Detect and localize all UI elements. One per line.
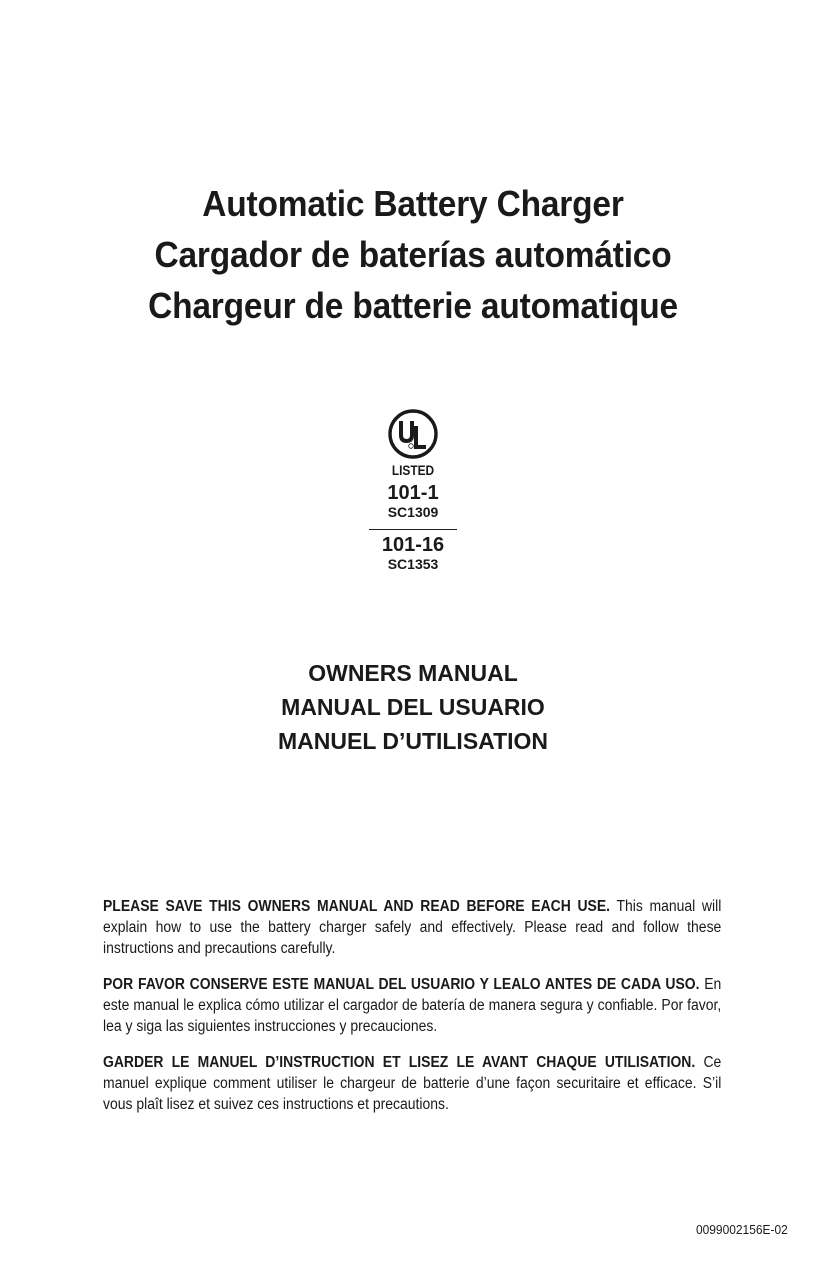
manual-title-french: MANUEL D’UTILISATION xyxy=(277,728,549,754)
ul-certification-block xyxy=(356,408,470,572)
notice-english xyxy=(103,896,721,959)
manual-title-spanish: MANUAL DEL USUARIO xyxy=(281,694,545,720)
notice-english-heading: PLEASE SAVE THIS OWNERS MANUAL AND READ BEFORE EACH USE. xyxy=(103,898,611,915)
notice-spanish-heading: POR FAVOR CONSERVE ESTE MANUAL DEL USUARIO Y LEALO ANTES DE CADA USO. xyxy=(103,976,700,993)
ul-logo-icon xyxy=(387,408,439,460)
notice-french-body: Ce manuel explique comment utiliser le chargeur de batterie d’une façon securitaire et efficace. S’il vous plaît lisez et suivez ces instructions et precautions. xyxy=(103,1054,722,1113)
notice-french-heading: GARDER LE MANUEL D’INSTRUCTION ET LISEZ LE AVANT CHAQUE UTILISATION. xyxy=(103,1054,696,1071)
control-code-2: SC1353 xyxy=(387,556,439,572)
safety-notices xyxy=(103,896,721,1130)
notice-spanish xyxy=(103,974,721,1037)
title-french: Chargeur de batterie automatique xyxy=(148,285,678,326)
notice-french xyxy=(103,1052,721,1115)
title-block xyxy=(0,178,826,331)
manual-title-english: OWNERS MANUAL xyxy=(308,660,518,686)
listed-label: LISTED xyxy=(391,462,435,478)
manual-title-block xyxy=(0,656,826,758)
model-number-2: 101-16 xyxy=(381,534,445,556)
control-code-1: SC1309 xyxy=(387,504,439,520)
model-number-1: 101-1 xyxy=(387,482,439,504)
document-number: 0099002156E-02 xyxy=(696,1222,788,1237)
title-english: Automatic Battery Charger xyxy=(202,183,624,224)
notice-spanish-body: En este manual le explica cómo utilizar el cargador de batería de manera segura y confiable. Por favor, lea y siga las siguientes instrucciones y precauciones. xyxy=(103,976,722,1035)
divider xyxy=(369,529,457,530)
notice-english-body: This manual will explain how to use the battery charger safely and effectively. Please read and follow these instructions and precautions carefully. xyxy=(103,898,722,957)
title-spanish: Cargador de baterías automático xyxy=(154,234,672,275)
